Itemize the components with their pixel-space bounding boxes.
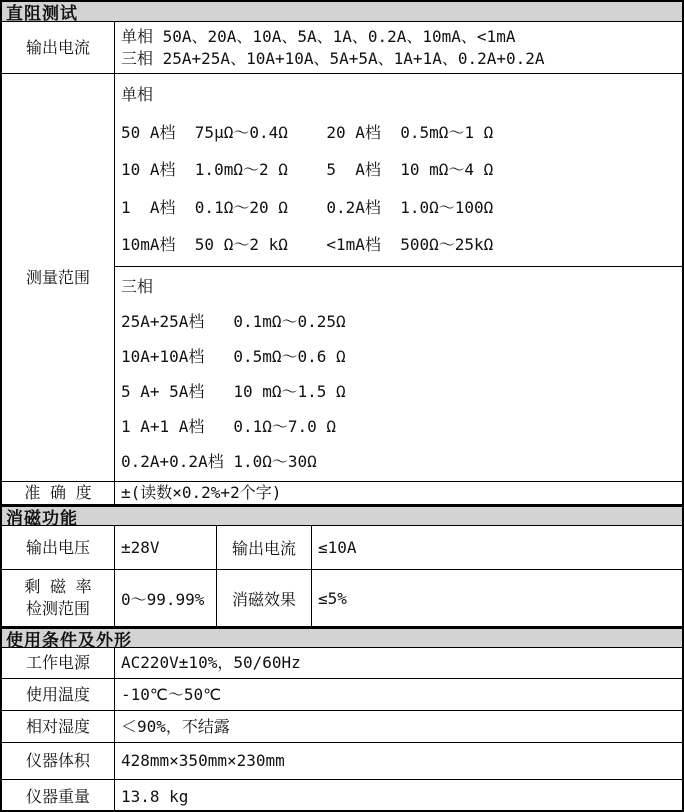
row-label: 测量范围 (2, 74, 115, 481)
three-phase-block (115, 267, 682, 481)
value-line: 25A+25A档 0.1mΩ～0.25Ω (121, 311, 346, 331)
row-instrument-volume (2, 743, 682, 780)
value-line: 10A+10A档 0.5mΩ～0.6 Ω (121, 346, 346, 366)
row-value: 13.8 kg (121, 786, 189, 806)
row-label: 输出电压 (2, 526, 115, 569)
row-value (115, 74, 682, 481)
row-value: ＜90%，不结露 (121, 716, 230, 736)
row-value: 428mm×350mm×230mm (121, 751, 285, 771)
value-line: 10mA档 50 Ω～2 kΩ <1mA档 500Ω～25kΩ (121, 235, 494, 255)
value-line: 三相 25A+25A、10A+10A、5A+5A、1A+1A、0.2A+0.2A (121, 48, 545, 68)
value-line: 三相 (121, 276, 154, 296)
row-instrument-weight (2, 780, 682, 812)
value-line: 单相 50A、20A、10A、5A、1A、0.2A、10mA、<1mA (121, 26, 516, 46)
row-value (115, 22, 682, 73)
row-label: 仪器重量 (2, 780, 115, 812)
section-title: 直阻测试 (6, 4, 78, 24)
row-label: 仪器体积 (2, 743, 115, 779)
row-relative-humidity (2, 711, 682, 743)
row-demag-voltage (2, 526, 682, 570)
section-header-demag (2, 505, 682, 529)
row-label: 工作电源 (2, 648, 115, 678)
row-label (2, 570, 115, 626)
row-value: AC220V±10%，50/60Hz (121, 653, 301, 673)
row-label: 消磁效果 (217, 570, 312, 626)
value-line: 50 A档 75μΩ～0.4Ω 20 A档 0.5mΩ～1 Ω (121, 122, 494, 142)
section-title: 使用条件及外形 (6, 630, 132, 651)
row-label: 输出电流 (2, 22, 115, 73)
row-label: 相对湿度 (2, 711, 115, 742)
value-line: 5 A+ 5A档 10 mΩ～1.5 Ω (121, 381, 346, 401)
label-line: 剩 磁 率 (24, 577, 92, 597)
row-measure-range (2, 74, 682, 482)
row-label: 输出电流 (217, 526, 312, 569)
label-line: 检测范围 (25, 599, 90, 618)
row-label: 使用温度 (2, 679, 115, 710)
value-line: 1 A档 0.1Ω～20 Ω 0.2A档 1.0Ω～100Ω (121, 197, 494, 217)
row-demag-remanence (2, 570, 682, 627)
row-label: 准 确 度 (2, 482, 115, 504)
row-value: ≤10A (318, 538, 357, 557)
section-title: 消磁功能 (6, 508, 78, 529)
value-line: 1 A+1 A档 0.1Ω～7.0 Ω (121, 416, 337, 436)
row-output-current (2, 22, 682, 74)
row-value: ≤5% (318, 588, 347, 608)
row-operating-temperature (2, 679, 682, 711)
row-value: -10℃～50℃ (121, 684, 222, 704)
row-value: 0～99.99% (115, 570, 217, 626)
value-line: 单相 (121, 85, 154, 104)
value-line: 10 A档 1.0mΩ～2 Ω 5 A档 10 mΩ～4 Ω (121, 160, 494, 180)
row-value: ±(读数×0.2%+2个字) (121, 483, 282, 503)
row-value: ±28V (115, 526, 217, 569)
value-line: 0.2A+0.2A档 1.0Ω～30Ω (121, 451, 317, 471)
row-power-supply (2, 648, 682, 679)
section-header-conditions (2, 627, 682, 651)
single-phase-block (115, 74, 682, 267)
section-header-dc-test (2, 2, 682, 22)
row-accuracy (2, 482, 682, 505)
